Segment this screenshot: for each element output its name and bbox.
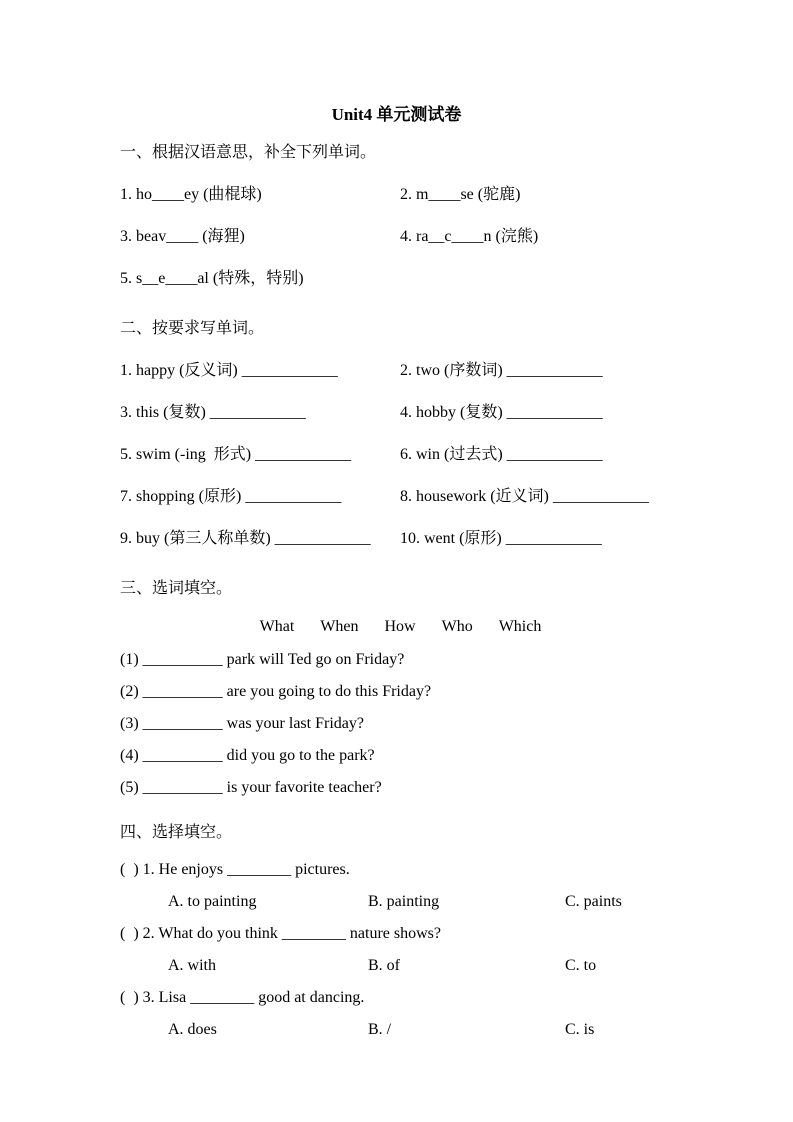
question-stem: ( ) 1. He enjoys ________ pictures. [120,861,350,878]
exercise-item: 8. housework (近义词) ____________ [400,488,649,505]
question-stem: ( ) 3. Lisa ________ good at dancing. [120,989,365,1006]
exercise-row [120,518,681,560]
exercise-item: 4. hobby (复数) ____________ [400,404,603,421]
exercise-item: 3. this (复数) ____________ [120,404,306,421]
exercise-row [120,258,681,300]
exercise-item: 1. happy (反义词) ____________ [120,362,338,379]
fill-blank-item: (1) __________ park will Ted go on Friday? [120,651,405,668]
option-c: C. to [565,957,597,974]
option-a: A. with [168,957,216,974]
section3-heading: 三、选词填空。 [120,580,233,597]
word-bank-word: What [259,618,295,635]
word-bank-word: When [320,618,359,635]
fill-blank-item: (5) __________ is your favorite teacher? [120,779,382,796]
fill-blank-item: (2) __________ are you going to do this Friday? [120,683,432,700]
exercise-row [120,350,681,392]
exercise-item: 4. ra__c____n (浣熊) [400,228,539,245]
exercise-row [120,216,681,258]
fill-blank-item: (4) __________ did you go to the park? [120,747,375,764]
exercise-item: 6. win (过去式) ____________ [400,446,603,463]
option-c: C. is [565,1021,595,1038]
option-b: B. of [368,957,400,974]
exercise-item: 1. ho____ey (曲棍球) [120,186,262,203]
exercise-row [120,434,681,476]
exercise-item: 2. m____se (驼鹿) [400,186,521,203]
exercise-row [120,476,681,518]
options-row [120,886,681,918]
page-title: Unit4 单元测试卷 [331,105,462,124]
word-bank-word: Who [441,618,473,635]
exercise-item: 3. beav____ (海狸) [120,228,245,245]
exercise-item: 2. two (序数词) ____________ [400,362,603,379]
word-bank [120,610,681,644]
option-a: A. to painting [168,893,257,910]
fill-blank-item: (3) __________ was your last Friday? [120,715,364,732]
options-row [120,950,681,982]
exercise-item: 5. s__e____al (特殊，特别) [120,270,304,287]
options-row [120,1014,681,1046]
exercise-item: 10. went (原形) ____________ [400,530,602,547]
option-a: A. does [168,1021,217,1038]
question-stem: ( ) 2. What do you think ________ nature shows? [120,925,441,942]
exercise-row [120,392,681,434]
section4-heading: 四、选择填空。 [120,824,233,841]
section2-heading: 二、按要求写单词。 [120,320,265,337]
exercise-item: 5. swim (-ing 形式) ____________ [120,446,352,463]
exercise-item: 7. shopping (原形) ____________ [120,488,342,505]
exercise-item: 9. buy (第三人称单数) ____________ [120,530,371,547]
word-bank-word: How [384,618,416,635]
option-b: B. / [368,1021,392,1038]
option-b: B. painting [368,893,440,910]
word-bank-word: Which [498,618,542,635]
exercise-row [120,174,681,216]
section1-heading: 一、根据汉语意思，补全下列单词。 [120,144,377,161]
option-c: C. paints [565,893,622,910]
